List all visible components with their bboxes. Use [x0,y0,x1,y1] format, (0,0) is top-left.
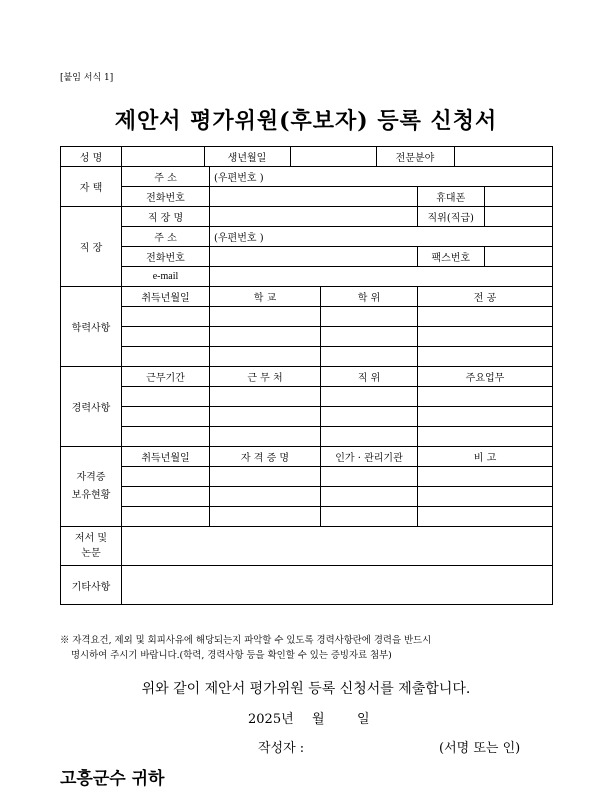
other-input[interactable] [122,566,553,605]
birth-label: 생년월일 [204,147,290,166]
date-day: 일 [357,712,370,727]
career-header-position: 직 위 [321,367,418,387]
work-address-label: 주 소 [122,227,210,247]
cert-row [61,507,553,527]
cert-header-date: 취득년월일 [122,447,210,467]
notice-line-2: 명시하여 주시기 바랍니다.(학력, 경력사항 등을 확인할 수 있는 증빙자료 첨부) [71,650,392,661]
specialty-label: 전문분야 [376,147,454,166]
edu-header-major: 전 공 [418,287,553,307]
home-phone-input[interactable] [210,187,418,207]
work-label: 직 장 [61,207,122,287]
cert-header-name: 자 격 증 명 [210,447,321,467]
career-label: 경력사항 [61,367,122,447]
education-label: 학력사항 [61,287,122,367]
edu-header-school: 학 교 [210,287,321,307]
certs-label: 자격증 보유현황 [61,447,122,527]
education-row [61,307,553,327]
home-phone-label: 전화번호 [122,187,210,207]
mobile-input[interactable] [484,187,552,206]
name-label: 성 명 [61,147,122,167]
notice-line-1: ※ 자격요건, 제외 및 회피사유에 해당되는지 파악할 수 있도록 경력사항란에 경력을 반드시 [60,635,432,646]
career-header-period: 근무기간 [122,367,210,387]
career-header-workplace: 근 무 처 [210,367,321,387]
workplace-input[interactable] [210,207,418,227]
mobile-label: 휴대폰 [418,187,484,206]
cert-row [61,487,553,507]
cert-header-note: 비 고 [418,447,553,467]
work-phone-label: 전화번호 [122,247,210,267]
papers-input[interactable] [122,527,553,566]
workplace-label: 직 장 명 [122,207,210,227]
career-header-duties: 주요업무 [418,367,553,387]
work-phone-input[interactable] [210,247,418,267]
recipient: 고흥군수 귀하 [60,769,165,789]
form-title: 제안서 평가위원(후보자) 등록 신청서 [114,108,498,134]
home-address-label: 주 소 [122,167,210,187]
papers-label: 저서 및 논문 [61,527,122,566]
edu-header-degree: 학 위 [321,287,418,307]
fax-label: 팩스번호 [418,247,484,266]
notice [60,633,552,663]
date-year: 2025년 [248,712,294,727]
education-row [61,327,553,347]
email-label: e-mail [122,267,210,287]
work-address-input[interactable]: (우편번호 ) [210,227,553,247]
home-label: 자 택 [61,167,122,207]
writer-label: 작성자 : [258,741,305,756]
education-row [61,347,553,367]
career-row [61,407,553,427]
email-input[interactable] [210,267,553,287]
attachment-label: [붙임 서식 1] [60,73,114,83]
home-address-input[interactable]: (우편번호 ) [210,167,553,187]
career-row [61,427,553,447]
birth-input[interactable] [290,147,376,166]
cert-row [61,467,553,487]
position-label: 직위(직급) [418,207,484,226]
name-input[interactable] [122,147,204,166]
signature-label: (서명 또는 인) [439,741,521,756]
cert-header-issuer: 인가 · 관리기관 [321,447,418,467]
specialty-input[interactable] [454,147,553,166]
career-row [61,387,553,407]
date-month: 월 [312,712,325,727]
edu-header-date: 취득년월일 [122,287,210,307]
other-label: 기타사항 [61,566,122,605]
application-form-table [60,146,553,605]
fax-input[interactable] [484,247,552,266]
position-input[interactable] [484,207,552,226]
submission-statement: 위와 같이 제안서 평가위원 등록 신청서를 제출합니다. [141,681,471,697]
